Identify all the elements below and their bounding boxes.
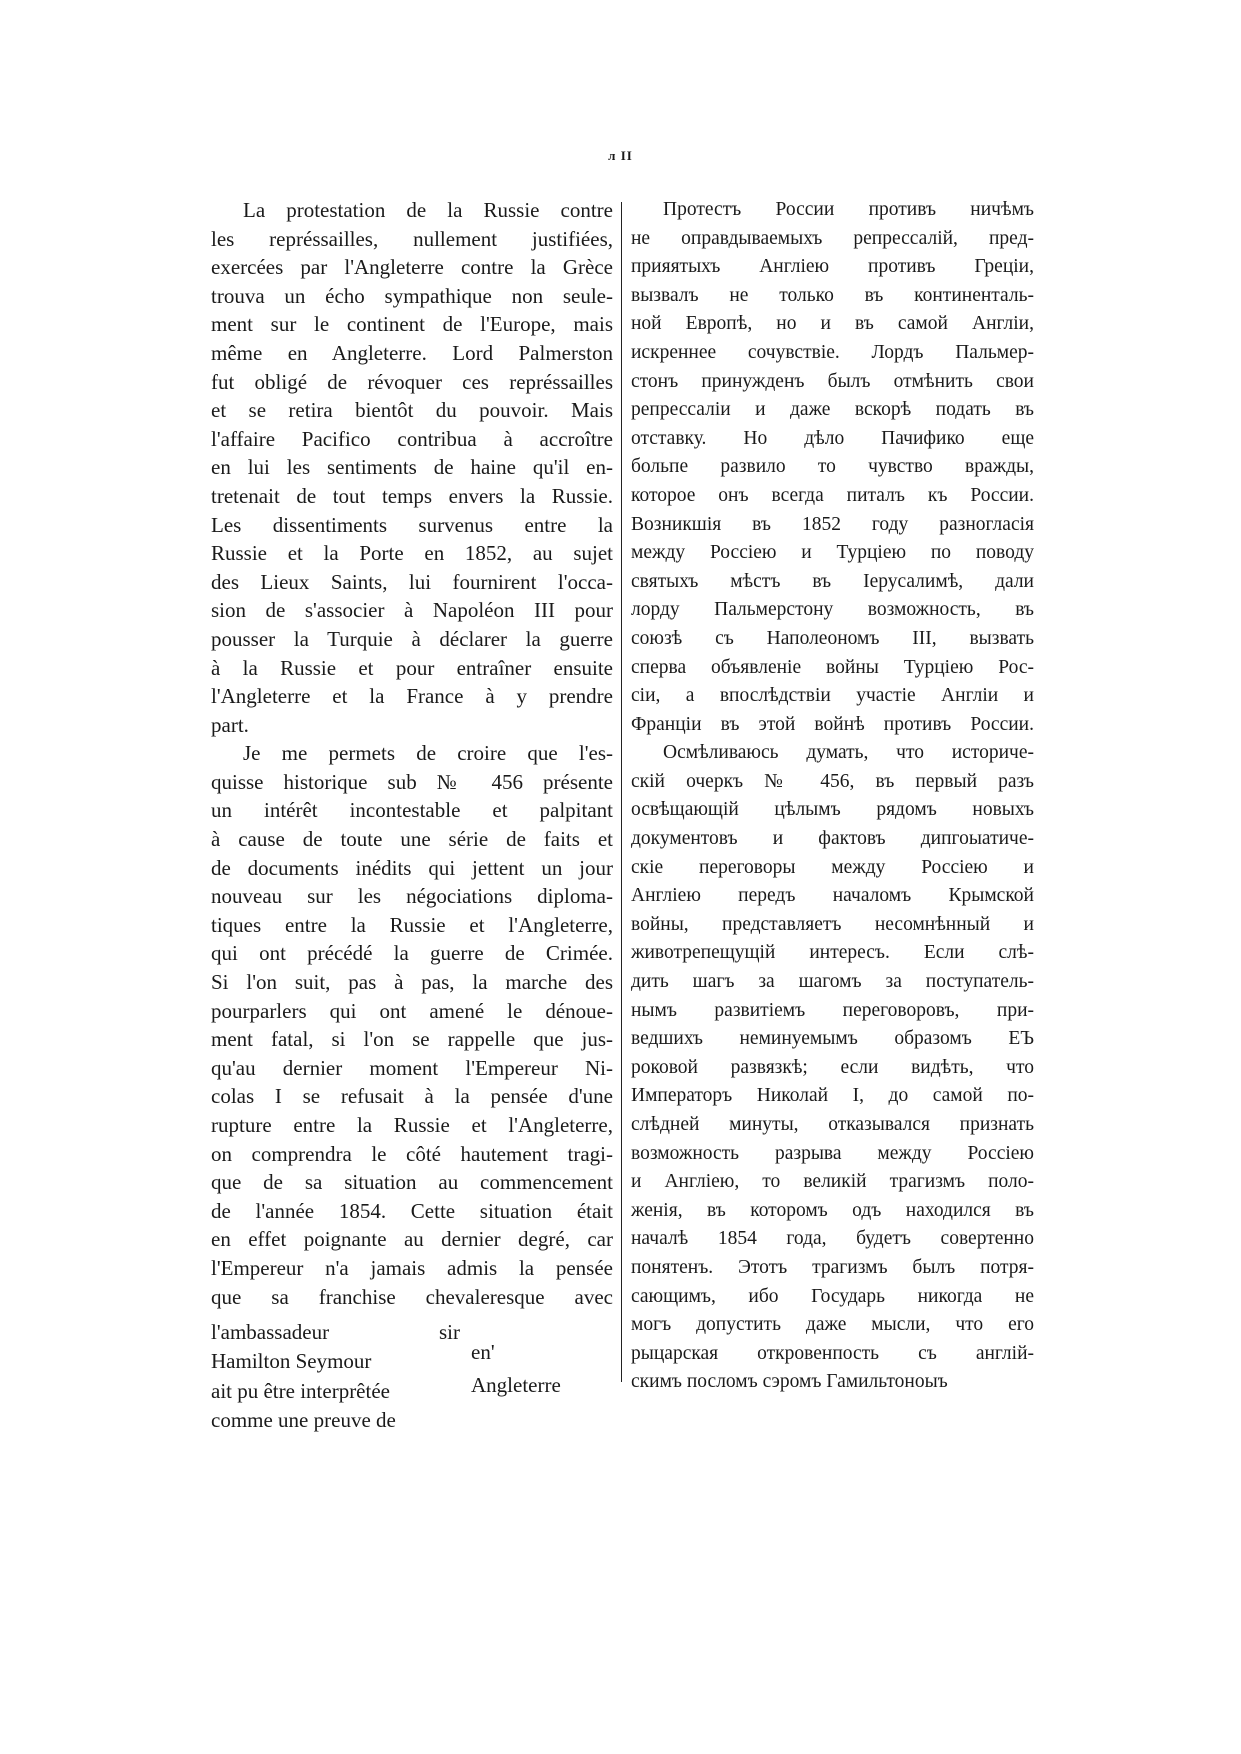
- ru-line: ведшихъ неминуемымъ образомъ ЕЪ: [631, 1028, 1034, 1050]
- ru-line: слѣдней минуты, отказывался признать: [631, 1114, 1034, 1135]
- ru-line: сающимъ, ибо Государь никогда не: [631, 1285, 1034, 1307]
- fr-tail-hamilton: Hamilton Seymour: [211, 1349, 372, 1373]
- ru-line: ной Европѣ, но и въ самой Англіи,: [631, 313, 1034, 335]
- fr-line: quisse historique sub № 456 présente: [211, 769, 613, 794]
- ru-line: началѣ 1854 года, будетъ совертенно: [631, 1228, 1034, 1250]
- ru-line: Англіею передъ началомъ Крымской: [631, 885, 1034, 907]
- fr-line: même en Angleterre. Lord Palmerston: [211, 340, 613, 365]
- ru-line: скимъ посломъ сэромъ Гамильтоноыъ: [631, 1371, 948, 1393]
- fr-line: que sa franchise chevaleresque avec: [211, 1284, 613, 1309]
- fr-tail-interpretee: ait pu être interprêtée: [211, 1379, 390, 1403]
- fr-line: Les dissentiments survenus entre la: [211, 512, 613, 537]
- ru-line: нымъ развитіемъ переговоровъ, при-: [631, 999, 1034, 1021]
- ru-line: и Англіею, то великій трагизмъ поло-: [631, 1171, 1034, 1193]
- ru-line: Осмѣливаюсь думать, что историче-: [663, 742, 1034, 764]
- ru-line: роковой развязкѣ; если видѣть, что: [631, 1056, 1034, 1078]
- ru-line: войны, представляетъ несомнѣнный и: [631, 913, 1034, 935]
- fr-line: Je me permets de croire que l'es-: [243, 741, 613, 766]
- ru-line: репрессаліи и даже вскорѣ подать въ: [631, 399, 1034, 421]
- ru-line: прияятыхъ Англіею противъ Греціи,: [631, 256, 1034, 278]
- fr-line: pousser la Turquie à déclarer la guerre: [211, 626, 613, 651]
- fr-line: ment fatal, si l'on se rappelle que jus-: [211, 1027, 613, 1052]
- ru-line: святыхъ мѣстъ въ Іерусалимѣ, дали: [631, 570, 1034, 592]
- ru-line: сіи, а впослѣдствіи участіе Англіи и: [631, 685, 1034, 707]
- fr-line: tiques entre la Russie et l'Angleterre,: [211, 912, 613, 937]
- fr-line: en effet poignante au dernier degré, car: [211, 1227, 613, 1252]
- ru-line: животрепещущій интересъ. Если слѣ-: [631, 942, 1034, 964]
- ru-line: Протестъ России противъ ничѣмъ: [663, 199, 1034, 220]
- fr-line: sion de s'associer à Napoléon III pour: [211, 598, 613, 623]
- ru-line: документовъ и фактовъ дипгоыатиче-: [631, 828, 1034, 850]
- fr-line: qu'au dernier moment l'Empereur Ni-: [211, 1055, 613, 1080]
- fr-line: fut obligé de révoquer ces représsailles: [211, 369, 613, 394]
- ru-line: скій очеркъ № 456, въ первый разъ: [631, 770, 1034, 792]
- ru-line: искреннее сочувствіе. Лордъ Пальмер-: [631, 341, 1034, 363]
- fr-line: Si l'on suit, pas à pas, la marche des: [211, 970, 613, 995]
- ru-line: возможность разрыва между Россіею: [631, 1142, 1034, 1164]
- fr-line: l'affaire Pacifico contribua à accroître: [211, 426, 613, 451]
- ru-line: больпе развило то чувство вражды,: [631, 456, 1034, 478]
- ru-line: между Россіею и Турціею по поводу: [631, 542, 1034, 564]
- ru-line: которое онъ всегда питалъ къ России.: [631, 484, 1034, 506]
- fr-line: colas I se refusait à la pensée d'une: [211, 1084, 613, 1109]
- ru-line: скіе переговоры между Россіею и: [631, 856, 1034, 878]
- fr-line: trouva un écho sympathique non seule-: [211, 283, 613, 308]
- fr-tail-en: en': [471, 1340, 495, 1364]
- french-column: [211, 196, 613, 1311]
- fr-line: que de sa situation au commencement: [211, 1170, 613, 1195]
- fr-line: un intérêt incontestable et palpitant: [211, 798, 613, 823]
- fr-tail-angleterre: Angleterre: [471, 1373, 561, 1397]
- ru-line: не оправдываемыхъ репрессалій, пред-: [631, 227, 1034, 249]
- fr-line: ment sur le continent de l'Europe, mais: [211, 312, 613, 337]
- fr-tail-ambassadeur: l'ambassadeur: [211, 1320, 330, 1344]
- fr-line: La protestation de la Russie contre: [243, 198, 613, 222]
- page-number: л II: [608, 148, 633, 163]
- column-divider: [621, 202, 622, 1382]
- ru-line: могъ допустить даже мысли, что его: [631, 1314, 1034, 1336]
- ru-line: стонъ принужденъ былъ отмѣнить свои: [631, 370, 1034, 392]
- fr-line: de l'année 1854. Cette situation était: [211, 1198, 613, 1223]
- fr-line: de documents inédits qui jettent un jour: [211, 855, 613, 880]
- ru-line: вызвалъ не только въ континенталь-: [631, 284, 1034, 306]
- fr-line: nouveau sur les négociations diploma-: [211, 884, 613, 909]
- ru-line: Императоръ Николай I, до самой по-: [631, 1085, 1034, 1107]
- fr-line: à la Russie et pour entraîner ensuite: [211, 655, 613, 680]
- fr-line: et se retira bientôt du pouvoir. Mais: [211, 398, 613, 423]
- russian-column: [631, 196, 1034, 1397]
- ru-line: отставку. Но дѣло Пачифико еще: [631, 427, 1034, 449]
- fr-line: pourparlers qui ont amené le dénoue-: [211, 998, 613, 1023]
- ru-line: сперва объявленіе войны Турціею Рос-: [631, 656, 1034, 678]
- fr-line: Russie et la Porte en 1852, au sujet: [211, 541, 613, 566]
- fr-line: part.: [211, 712, 249, 737]
- ru-line: лорду Пальмерстону возможность, въ: [631, 599, 1034, 621]
- fr-line: exercées par l'Angleterre contre la Grèce: [211, 255, 613, 280]
- fr-line: en lui les sentiments de haine qu'il en-: [211, 455, 613, 480]
- fr-line: tretenait de tout temps envers la Russie.: [211, 483, 613, 508]
- fr-line: qui ont précédé la guerre de Crimée.: [211, 941, 613, 966]
- fr-tail-preuve: comme une preuve de: [211, 1408, 396, 1432]
- fr-line: on comprendra le côté hautement tragi-: [211, 1141, 613, 1166]
- ru-line: союзѣ съ Наполеономъ III, вызвать: [631, 627, 1034, 649]
- fr-line: à cause de toute une série de faits et: [211, 827, 613, 852]
- fr-line: l'Empereur n'a jamais admis la pensée: [211, 1255, 613, 1280]
- ru-line: рыцарская откровенпость съ англій-: [631, 1342, 1034, 1364]
- ru-line: понятенъ. Этотъ трагизмъ былъ потря-: [631, 1256, 1034, 1278]
- ru-line: дить шагъ за шагомъ за поступатель-: [631, 971, 1034, 993]
- ru-line: женія, въ которомъ одъ находился въ: [631, 1199, 1034, 1221]
- ru-line: Возникшія въ 1852 году разногласія: [631, 513, 1034, 535]
- fr-line: des Lieux Saints, lui fournirent l'occa-: [211, 569, 613, 594]
- fr-tail-sir: sir: [439, 1320, 460, 1344]
- ru-line: освѣщающій цѣлымъ рядомъ новыхъ: [631, 799, 1034, 821]
- ru-line: Франціи въ этой войнѣ противъ России.: [631, 713, 1034, 735]
- fr-line: l'Angleterre et la France à y prendre: [211, 684, 613, 709]
- fr-line: rupture entre la Russie et l'Angleterre,: [211, 1113, 613, 1137]
- fr-line: les représsailles, nullement justifiées,: [211, 226, 613, 251]
